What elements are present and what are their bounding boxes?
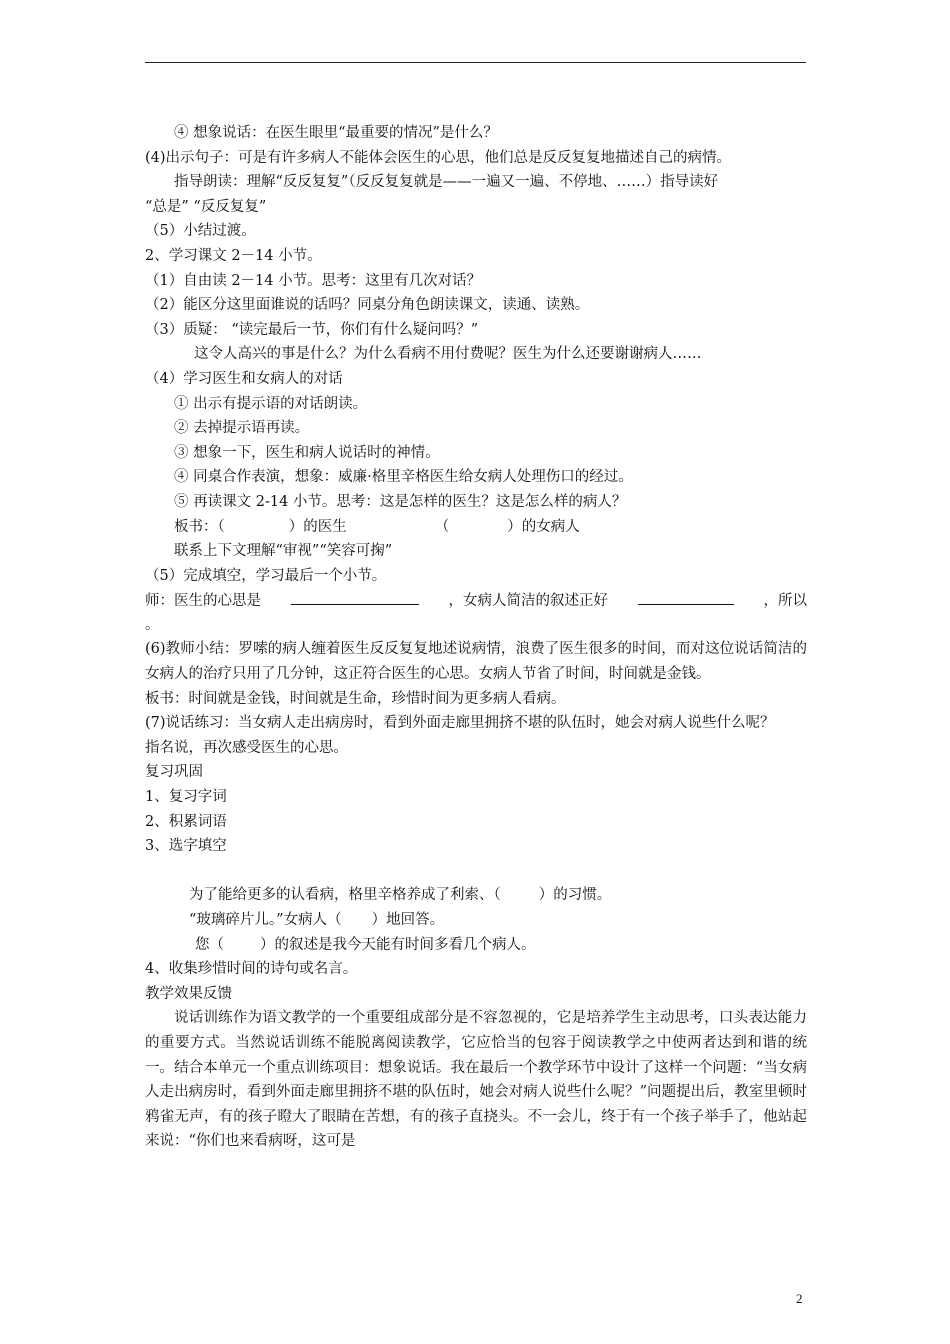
header-rule bbox=[145, 62, 806, 63]
section-heading: 教学效果反馈 bbox=[145, 985, 232, 1002]
fill-in-line bbox=[145, 588, 807, 613]
text-fragment: ）的叙述是我今天能有时间多看几个病人。 bbox=[260, 936, 536, 953]
text-fragment: （ bbox=[434, 518, 450, 535]
text-line: （1）自由读 2－14 小节。思考：这里有几次对话？ bbox=[145, 272, 482, 289]
text-line: 。 bbox=[145, 616, 160, 633]
paragraph: (7)说话练习：当女病人走出病房时，看到外面走廊里拥挤不堪的队伍时，她会对病人说些什么呢？ bbox=[145, 715, 775, 732]
text-fragment: ）的医生 bbox=[288, 518, 347, 535]
text-line: ② 去掉提示语再读。 bbox=[174, 420, 310, 437]
text-line: （5）小结过渡。 bbox=[145, 223, 256, 240]
fill-in-line bbox=[145, 883, 807, 908]
text-fragment: ）的习惯。 bbox=[538, 887, 612, 904]
text-line: ① 出示有提示语的对话朗读。 bbox=[174, 395, 368, 412]
text-line: ④ 同桌合作表演，想象：威廉·格里辛格医生给女病人处理伤口的经过。 bbox=[174, 469, 633, 486]
text-fragment: 师：医生的心思是 bbox=[145, 593, 261, 610]
text-line: ④ 想象说话：在医生眼里“最重要的情况”是什么？ bbox=[174, 125, 498, 141]
text-line: （2）能区分这里面谁说的话吗？同桌分角色朗读课文，读通、读熟。 bbox=[145, 297, 590, 314]
text-fragment: “玻璃碎片儿。”女病人（ bbox=[189, 912, 342, 928]
text-fragment: ，女病人简洁的叙述正好 bbox=[448, 593, 608, 610]
text-line: 4、收集珍惜时间的诗句或名言。 bbox=[145, 961, 358, 978]
text-line: ③ 想象一下，医生和病人说话时的神情。 bbox=[174, 444, 440, 461]
text-line: 这令人高兴的事是什么？为什么看病不用付费呢？医生为什么还要谢谢病人…… bbox=[194, 346, 702, 363]
page-number: 2 bbox=[796, 1291, 803, 1306]
text-fragment: ）地回答。 bbox=[371, 912, 445, 928]
fill-in-line bbox=[145, 933, 807, 958]
text-line: “总是” “反反复复” bbox=[145, 198, 267, 215]
text-line: （5）完成填空，学习最后一个小节。 bbox=[145, 567, 387, 584]
blackboard-line bbox=[145, 515, 807, 540]
text-line: 1、复习字词 bbox=[145, 789, 227, 806]
text-line: ⑤ 再读课文 2-14 小节。思考：这是怎样的医生？这是怎么样的病人？ bbox=[174, 493, 627, 510]
answer-blank bbox=[291, 588, 419, 605]
text-line: （4）学习医生和女病人的对话 bbox=[145, 370, 343, 387]
text-line: 板书：时间就是金钱，时间就是生命，珍惜时间为更多病人看病。 bbox=[145, 690, 566, 707]
paragraph: 说话训练作为语文教学的一个重要组成部分是不容忽视的，它是培养学生主动思考，口头表达能力的重要方式。当然说话训练不能脱离阅读教学，它应恰当的包容于阅读教学之中使两者达到和谐的统一。结合本单元一个重点训练项目：想象说话。我在最后一个教学环节中设计了这样一个问题：“当女病人走出病房时，看到外面走廊里拥挤不堪的队伍时，她会对病人说些什么呢？”问题提出后，教室里顿时鸦雀无声，有的孩子瞪大了眼睛在苦想，有的孩子直挠头。不一会儿，终于有一个孩子举手了，他站起来说：“你们也来看病呀，这可是 bbox=[145, 1010, 807, 1150]
text-fragment: ）的女病人 bbox=[507, 518, 580, 535]
document-body bbox=[145, 121, 807, 1154]
text-line: 2、积累词语 bbox=[145, 813, 227, 830]
section-heading: 2、学习课文 2－14 小节。 bbox=[145, 247, 322, 264]
section-heading: 复习巩固 bbox=[145, 764, 203, 781]
text-fragment: 为了能给更多的认看病，格里辛格养成了利索、（ bbox=[189, 887, 501, 904]
text-fragment: ，所以 bbox=[763, 593, 807, 610]
answer-blank bbox=[638, 588, 734, 605]
text-line: 3、选字填空 bbox=[145, 838, 227, 855]
fill-in-line bbox=[145, 908, 807, 933]
text-line: 指导朗读：理解“反反复复”（反反复复就是——一遍又一遍、不停地、……）指导读好 bbox=[174, 174, 719, 191]
text-line: （3）质疑： “读完最后一节，你们有什么疑问吗？” bbox=[145, 321, 479, 338]
text-line: (4)出示句子：可是有许多病人不能体会医生的心思，他们总是反反复复地描述自己的病情。 bbox=[145, 149, 732, 166]
text-fragment: 您（ bbox=[195, 936, 224, 953]
text-line: 指名说，再次感受医生的心思。 bbox=[145, 739, 348, 756]
word-choices bbox=[145, 859, 807, 884]
paragraph: (6)教师小结：罗嗦的病人缠着医生反反复复地述说病情，浪费了医生很多的时间，而对这位说话简洁的女病人的治疗只用了几分钟，这正符合医生的心思。女病人节省了时间，时间就是金钱。 bbox=[145, 641, 807, 683]
text-fragment: 板书：（ bbox=[174, 518, 225, 535]
text-line: 联系上下文理解“审视”“笑容可掬” bbox=[174, 543, 393, 560]
